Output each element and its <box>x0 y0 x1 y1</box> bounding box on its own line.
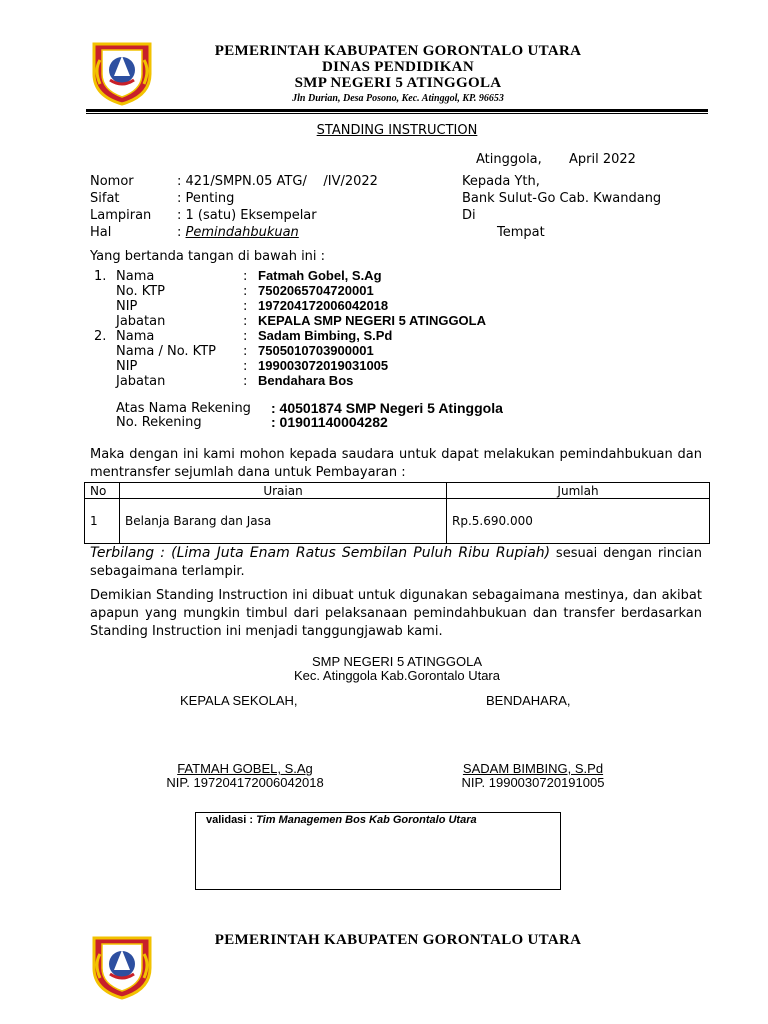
intro-text: Yang bertanda tangan di bawah ini : <box>90 249 326 264</box>
signatory-colon: : <box>243 269 248 284</box>
institution-name: SMP NEGERI 5 ATINGGOLA <box>311 654 482 669</box>
recipient-place: Tempat <box>497 225 545 240</box>
payment-table <box>84 482 710 544</box>
meta-value-hal: : Pemindahbukuan <box>177 225 299 240</box>
meta-value-nomor: : 421/SMPN.05 ATG/ /IV/2022 <box>177 174 378 189</box>
validation-label: validasi : <box>206 814 257 826</box>
letterhead-address: Jln Durian, Desa Posono, Kec. Atinggol, KP. 96653 <box>292 93 504 104</box>
signatory-value: Bendahara Bos <box>258 373 354 388</box>
signatory-colon: : <box>243 344 248 359</box>
signatory-label: NIP <box>116 299 138 314</box>
signatory-colon: : <box>243 329 248 344</box>
recipient-salutation: Kepada Yth, <box>462 174 540 189</box>
date-place: Atinggola, <box>476 152 542 167</box>
terbilang-amount: Terbilang : (Lima Juta Enam Ratus Sembilan Puluh Ribu Rupiah) <box>90 545 551 561</box>
column-header-uraian: Uraian <box>120 483 447 499</box>
meta-label-hal: Hal <box>90 225 112 240</box>
signature-nip-right: NIP. 1990030720191005 <box>461 775 605 790</box>
cell-no: 1 <box>85 499 120 544</box>
validation-value: Tim Managemen Bos Kab Gorontalo Utara <box>256 814 477 826</box>
signatory-colon: : <box>243 359 248 374</box>
institution-location: Kec. Atinggola Kab.Gorontalo Utara <box>294 668 500 683</box>
page-title: STANDING INSTRUCTION <box>316 123 478 138</box>
signature-name-right: SADAM BIMBING, S.Pd <box>462 761 604 776</box>
validation-box <box>195 812 561 890</box>
column-header-no: No <box>85 483 120 499</box>
column-header-jumlah: Jumlah <box>447 483 710 499</box>
terbilang-rest: sesuai dengan rincian sebagaimana terlampir. <box>90 546 702 579</box>
terbilang-paragraph <box>90 544 702 581</box>
signatory-label: NIP <box>116 359 138 374</box>
account-number-label: No. Rekening <box>116 415 202 430</box>
regency-crest-icon <box>88 40 156 106</box>
signatory-colon: : <box>243 314 248 329</box>
validation-text <box>206 814 477 826</box>
cell-uraian: Belanja Barang dan Jasa <box>120 499 447 544</box>
signatory-colon: : <box>243 299 248 314</box>
signatory-value: 7502065704720001 <box>258 283 374 298</box>
meta-subject: Pemindahbukuan <box>185 225 299 240</box>
signatory-value: 197204172006042018 <box>258 298 389 313</box>
signatory-label: Nama <box>116 269 155 284</box>
letterhead-agency: DINAS PENDIDIKAN <box>322 59 474 75</box>
signatory-value: KEPALA SMP NEGERI 5 ATINGGOLA <box>258 313 487 328</box>
signature-name-left: FATMAH GOBEL, S.Ag <box>177 761 313 776</box>
date-value: April 2022 <box>569 152 636 167</box>
meta-label-sifat: Sifat <box>90 191 120 206</box>
signatory-number: 2. <box>94 329 107 344</box>
signatory-value: Sadam Bimbing, S.Pd <box>258 328 393 343</box>
signatory-label: Jabatan <box>116 374 166 389</box>
signatory-colon: : <box>243 284 248 299</box>
account-name-value: : 40501874 SMP Negeri 5 Atinggola <box>271 400 503 416</box>
account-number-value: : 01901140004282 <box>271 414 388 430</box>
meta-label-nomor: Nomor <box>90 174 134 189</box>
next-page-letterhead: PEMERINTAH KABUPATEN GORONTALO UTARA <box>214 932 582 948</box>
meta-label-lampiran: Lampiran <box>90 208 152 223</box>
signatory-label: Nama / No. KTP <box>116 344 216 359</box>
signature-nip-left: NIP. 197204172006042018 <box>166 775 324 790</box>
signature-title-left: KEPALA SEKOLAH, <box>180 693 298 708</box>
regency-crest-icon <box>88 934 156 1000</box>
recipient-di: Di <box>462 208 476 223</box>
signatory-label: Nama <box>116 329 155 344</box>
signatory-number: 1. <box>94 269 107 284</box>
recipient-bank: Bank Sulut-Go Cab. Kwandang <box>462 191 662 206</box>
closing-paragraph: Demikian Standing Instruction ini dibuat untuk digunakan sebagaimana mestinya, dan akibat apapun yang mungkin timbul dari pelaksanaan pemindahbukuan dan transfer berdasarkan Standing Instruction ini menjadi tanggungjawab kami. <box>90 588 702 639</box>
letterhead-government: PEMERINTAH KABUPATEN GORONTALO UTARA <box>214 43 582 59</box>
signatory-label: No. KTP <box>116 284 166 299</box>
request-paragraph: Maka dengan ini kami mohon kepada saudara untuk dapat melakukan pemindahbukuan dan mentransfer sejumlah dana untuk Pembayaran : <box>90 447 702 480</box>
signatory-value: 199003072019031005 <box>258 358 389 373</box>
signatory-value: Fatmah Gobel, S.Ag <box>258 268 382 283</box>
signature-title-right: BENDAHARA, <box>486 693 571 708</box>
meta-value-lampiran: : 1 (satu) Eksempelar <box>177 208 317 223</box>
signatory-label: Jabatan <box>116 314 166 329</box>
letterhead-school: SMP NEGERI 5 ATINGGOLA <box>294 75 502 91</box>
signatory-value: 7505010703900001 <box>258 343 374 358</box>
signatory-colon: : <box>243 374 248 389</box>
cell-jumlah: Rp.5.690.000 <box>447 499 710 544</box>
table-header-row <box>85 483 710 499</box>
meta-value-sifat: : Penting <box>177 191 235 206</box>
letterhead-rule-thick <box>86 109 708 112</box>
letterhead-rule-thin <box>86 113 708 114</box>
account-name-label: Atas Nama Rekening <box>116 401 251 416</box>
table-row <box>85 499 710 544</box>
